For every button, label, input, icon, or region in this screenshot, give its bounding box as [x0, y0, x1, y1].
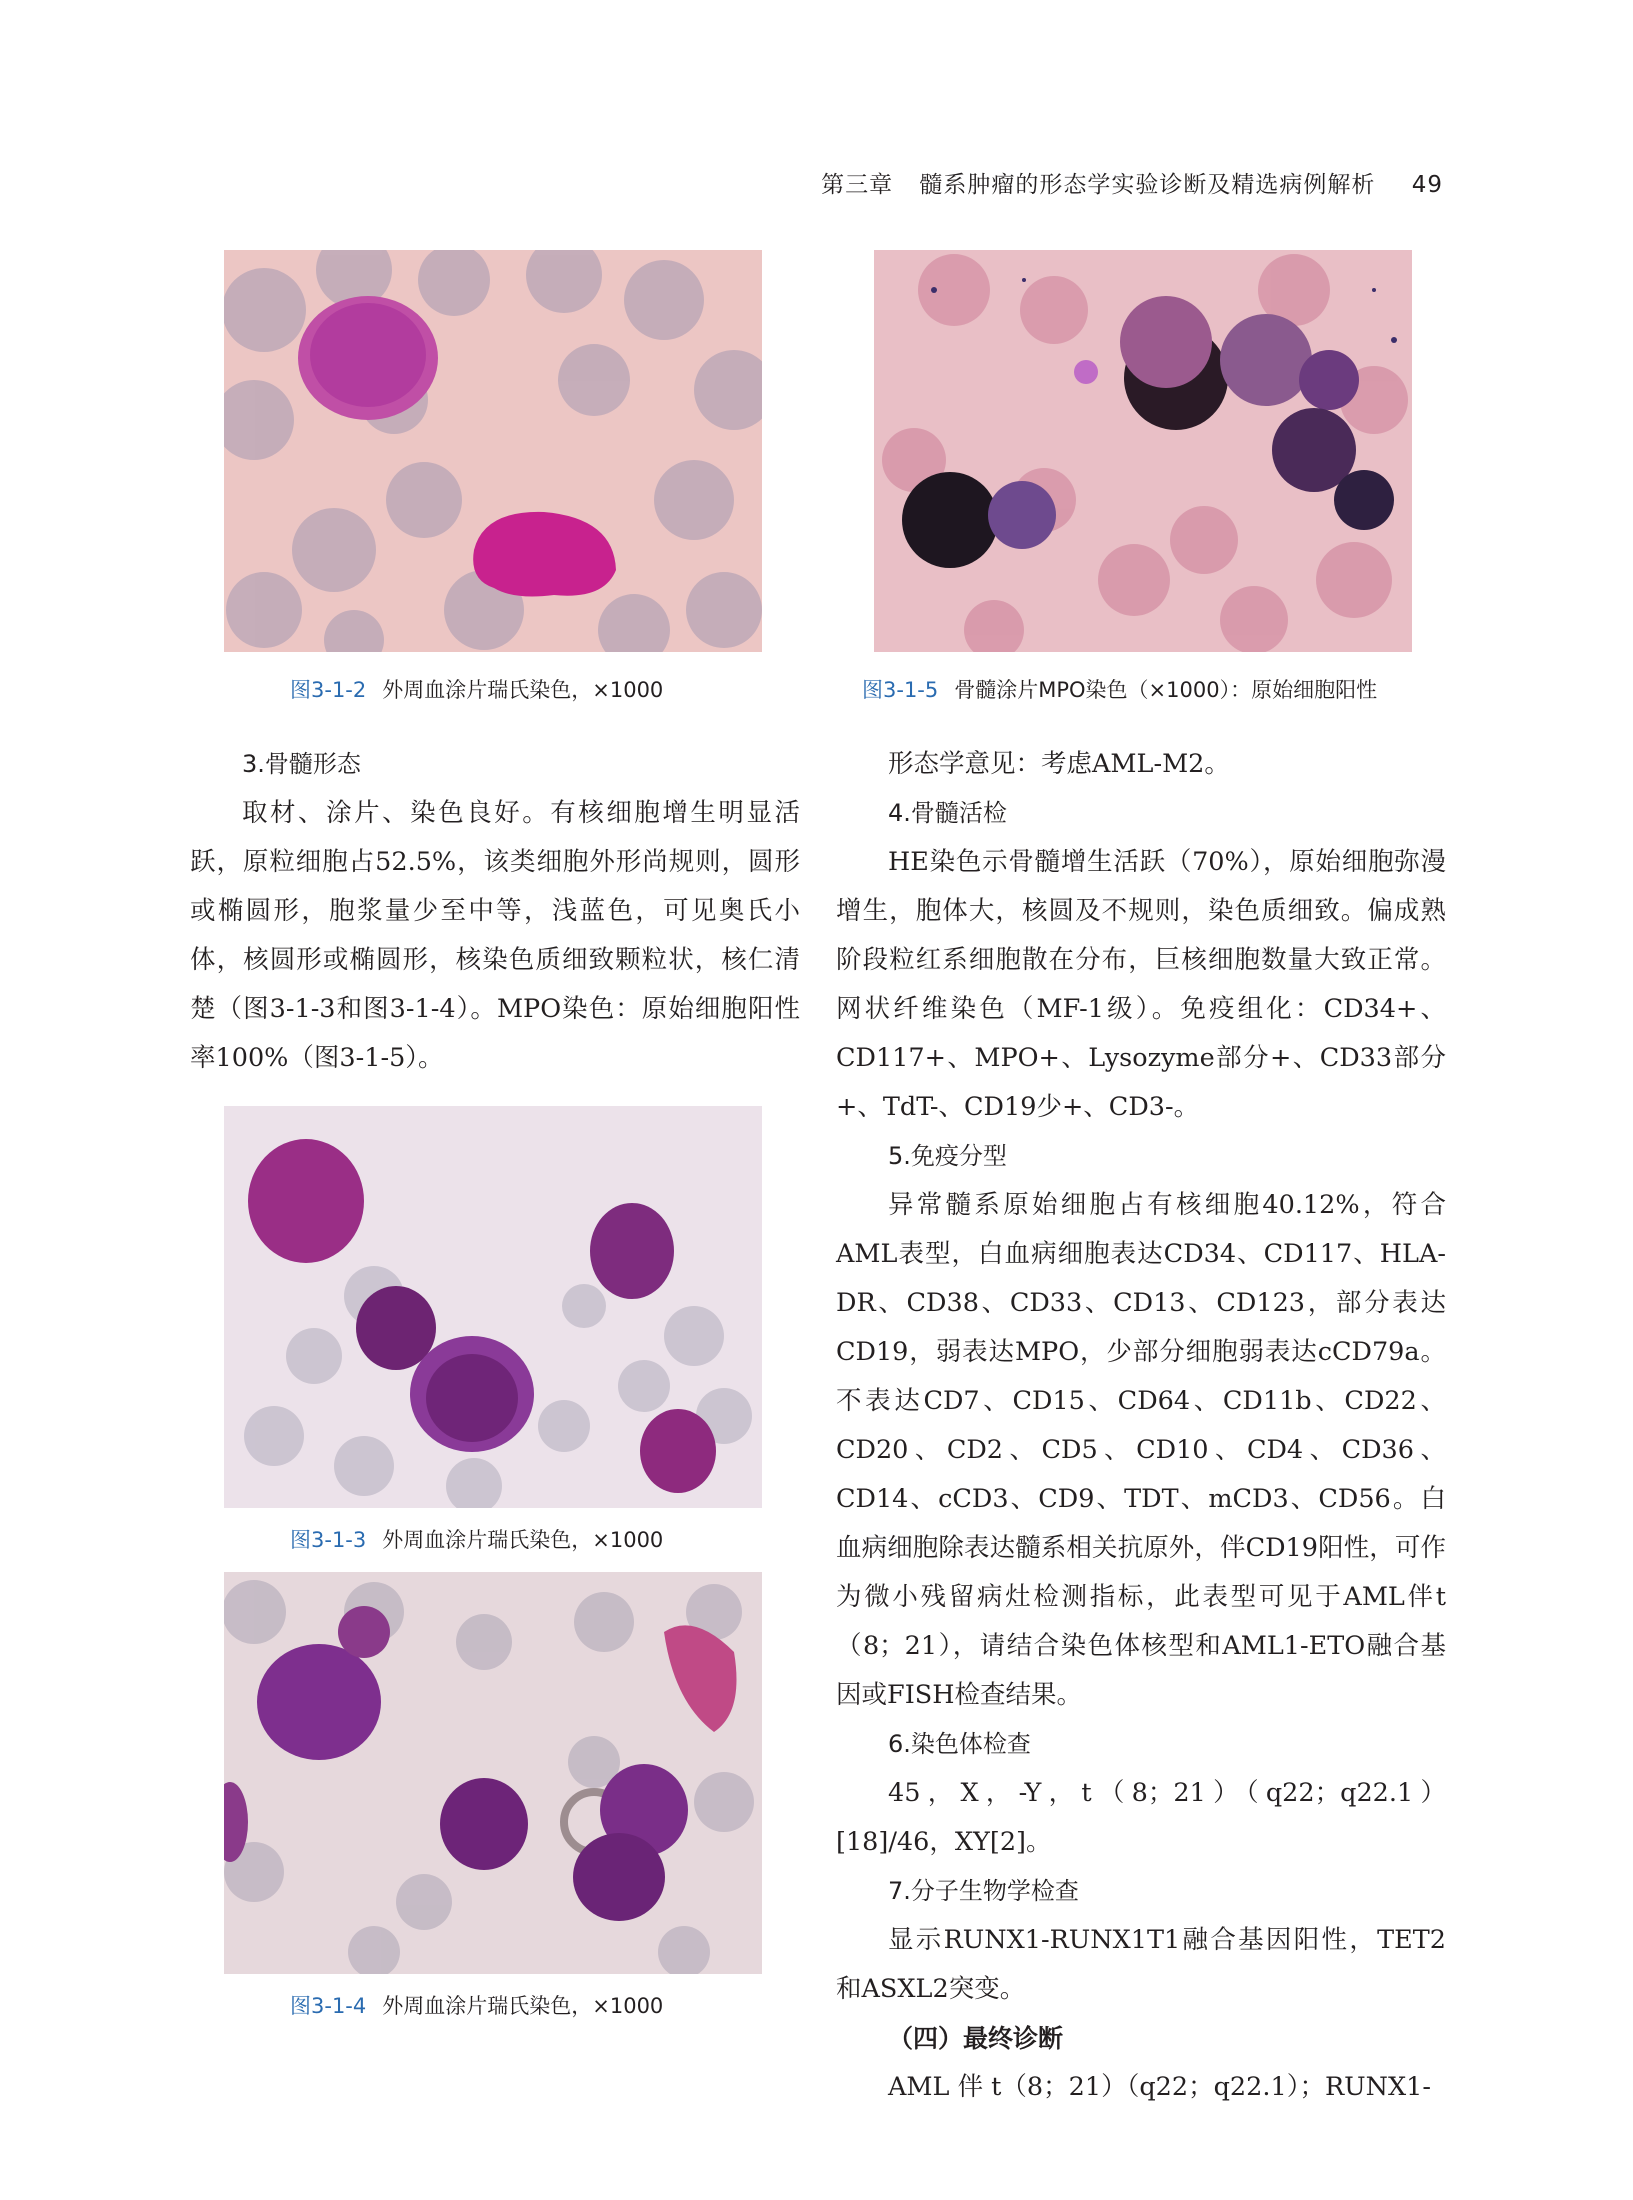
figure-3-1-4-caption: [290, 1990, 663, 2020]
paragraph-karyotype: 45，X，-Y，t（8；21）（q22；q22.1）[18]/46，XY[2]。: [836, 1778, 1446, 1857]
figure-3-1-2-caption: [290, 674, 663, 704]
figure-3-1-4-image: [224, 1572, 762, 1974]
paragraph-final-diagnosis: AML 伴 t（8；21）（q22；q22.1）；RUNX1-: [888, 2072, 1431, 2102]
page-number: 49: [1411, 172, 1443, 198]
figure-3-1-3-image: [224, 1106, 762, 1508]
figure-number: 图3-1-2: [290, 678, 367, 702]
figure-3-1-5-image: [874, 250, 1412, 652]
figure-number: 图3-1-4: [290, 1994, 367, 2018]
paragraph-molecular-biology: 显示RUNX1-RUNX1T1融合基因阳性，TET2和ASXL2突变。: [836, 1925, 1446, 2004]
figure-caption-text: 骨髓涂片MPO染色（×1000）：原始细胞阳性: [954, 678, 1378, 702]
figure-number: 图3-1-5: [862, 678, 939, 702]
figure-caption-text: 外周血涂片瑞氏染色，×1000: [382, 1528, 664, 1552]
chapter-title: 髓系肿瘤的形态学实验诊断及精选病例解析: [919, 172, 1376, 198]
running-header: [821, 166, 1443, 199]
right-text-column: [836, 740, 1446, 2112]
section-heading-final-diagnosis: （四）最终诊断: [888, 2024, 1064, 2053]
section-heading-bone-marrow-morphology: 3.骨髓形态: [242, 750, 361, 778]
figure-number: 图3-1-3: [290, 1528, 367, 1552]
figure-3-1-5-caption: [862, 674, 1377, 704]
morphology-opinion: 形态学意见：考虑AML-M2。: [888, 749, 1230, 779]
section-heading-molecular-biology: 7.分子生物学检查: [888, 1877, 1079, 1905]
left-text-column: [190, 740, 800, 1083]
section-heading-chromosome: 6.染色体检查: [888, 1730, 1031, 1758]
chapter-number: 第三章: [821, 172, 894, 198]
paragraph-bone-marrow-morphology: 取材、涂片、染色良好。有核细胞增生明显活跃，原粒细胞占52.5%，该类细胞外形尚规则，圆形或椭圆形，胞浆量少至中等，浅蓝色，可见奥氏小体，核圆形或椭圆形，核染色质细致颗粒状，核仁清楚（图3-1-3和图3-1-4）。MPO染色：原始细胞阳性率100%（图3-1-5）。: [190, 798, 800, 1073]
section-heading-bone-marrow-biopsy: 4.骨髓活检: [888, 799, 1007, 827]
paragraph-immunophenotyping: 异常髓系原始细胞占有核细胞40.12%，符合AML表型，白血病细胞表达CD34、CD117、HLA-DR、CD38、CD33、CD13、CD123，部分表达CD19，弱表达MPO，少部分细胞弱表达cCD79a。不表达CD7、CD15、CD64、CD11b、CD22、CD20、CD2、CD5、CD10、CD4、CD36、CD14、cCD3、CD9、TDT、mCD3、CD56。白血病细胞除表达髓系相关抗原外，伴CD19阳性，可作为微小残留病灶检测指标，此表型可见于AML伴t（8；21），请结合染色体核型和AML1-ETO融合基因或FISH检查结果。: [836, 1190, 1446, 1710]
figure-3-1-2-image: [224, 250, 762, 652]
figure-caption-text: 外周血涂片瑞氏染色，×1000: [382, 678, 664, 702]
paragraph-bone-marrow-biopsy: HE染色示骨髓增生活跃（70%），原始细胞弥漫增生，胞体大，核圆及不规则，染色质细致。偏成熟阶段粒红系细胞散在分布，巨核细胞数量大致正常。网状纤维染色（MF-1级）。免疫组化：CD34+、CD117+、MPO+、Lysozyme部分+、CD33部分+、TdT-、CD19少+、CD3-。: [836, 847, 1446, 1122]
figure-3-1-3-caption: [290, 1524, 663, 1554]
figure-caption-text: 外周血涂片瑞氏染色，×1000: [382, 1994, 664, 2018]
section-heading-immunophenotyping: 5.免疫分型: [888, 1142, 1007, 1170]
